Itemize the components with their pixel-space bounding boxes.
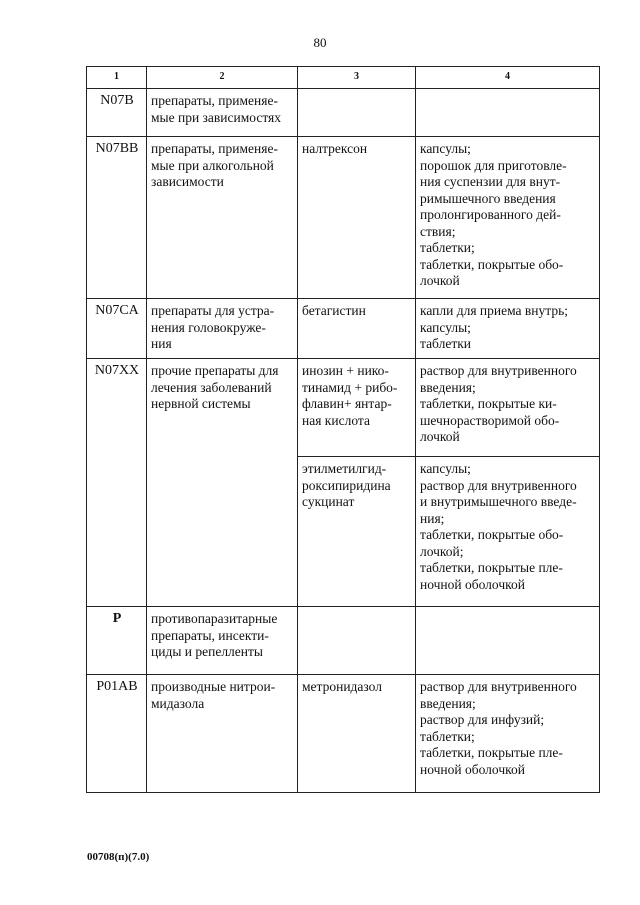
group-name-cell: прочие препараты для лечения заболеваний нервной системы: [147, 359, 298, 607]
table-row: [87, 359, 600, 457]
column-header: 4: [416, 67, 600, 89]
group-name-cell: препараты, применяе- мые при алкогольной зависимости: [147, 137, 298, 299]
group-name-cell: препараты, применяе- мые при зависимостях: [147, 89, 298, 137]
dosage-forms-cell: [416, 607, 600, 675]
drug-name-cell: бетагистин: [298, 299, 416, 359]
column-header: 2: [147, 67, 298, 89]
drug-name-cell: налтрексон: [298, 137, 416, 299]
dosage-forms-cell: капсулы; раствор для внутривенного и внутримышечного введе- ния; таблетки, покрытые обо- лочкой; таблетки, покрытые пле- ночной оболочкой: [416, 457, 600, 607]
drug-name-cell: этилметилгид- роксипиридина сукцинат: [298, 457, 416, 607]
page-number: 80: [313, 35, 327, 50]
atc-code-cell: N07XX: [87, 359, 147, 607]
drug-table: [86, 66, 600, 793]
table-row: [87, 607, 600, 675]
table-row: [87, 89, 600, 137]
atc-code-cell: N07BB: [87, 137, 147, 299]
column-header: 3: [298, 67, 416, 89]
atc-code-cell: P: [87, 607, 147, 675]
atc-code-cell: N07B: [87, 89, 147, 137]
table-row: [87, 137, 600, 299]
group-name-cell: производные нитрои- мидазола: [147, 675, 298, 793]
drug-name-cell: инозин + нико- тинамид + рибо- флавин+ янтар- ная кислота: [298, 359, 416, 457]
group-name-cell: противопаразитарные препараты, инсекти- циды и репелленты: [147, 607, 298, 675]
group-name-cell: препараты для устра- нения головокруже- ния: [147, 299, 298, 359]
drug-name-cell: [298, 89, 416, 137]
dosage-forms-cell: капли для приема внутрь; капсулы; таблетки: [416, 299, 600, 359]
drug-name-cell: метронидазол: [298, 675, 416, 793]
column-header: 1: [87, 67, 147, 89]
dosage-forms-cell: раствор для внутривенного введения; раствор для инфузий; таблетки; таблетки, покрытые пле- ночной оболочкой: [416, 675, 600, 793]
atc-code-cell: N07CA: [87, 299, 147, 359]
table-row: [87, 675, 600, 793]
table-row: [87, 299, 600, 359]
table-body: [87, 89, 600, 793]
dosage-forms-cell: раствор для внутривенного введения; таблетки, покрытые ки- шечнорастворимой обо- лочкой: [416, 359, 600, 457]
drug-name-cell: [298, 607, 416, 675]
dosage-forms-cell: капсулы; порошок для приготовле- ния суспензии для внут- римышечного введения пролонгированного дей- ствия; таблетки; таблетки, покрытые обо- лочкой: [416, 137, 600, 299]
atc-code-cell: P01AB: [87, 675, 147, 793]
document-code: 00708(п)(7.0): [87, 851, 150, 863]
dosage-forms-cell: [416, 89, 600, 137]
table-header-row: [87, 67, 600, 89]
